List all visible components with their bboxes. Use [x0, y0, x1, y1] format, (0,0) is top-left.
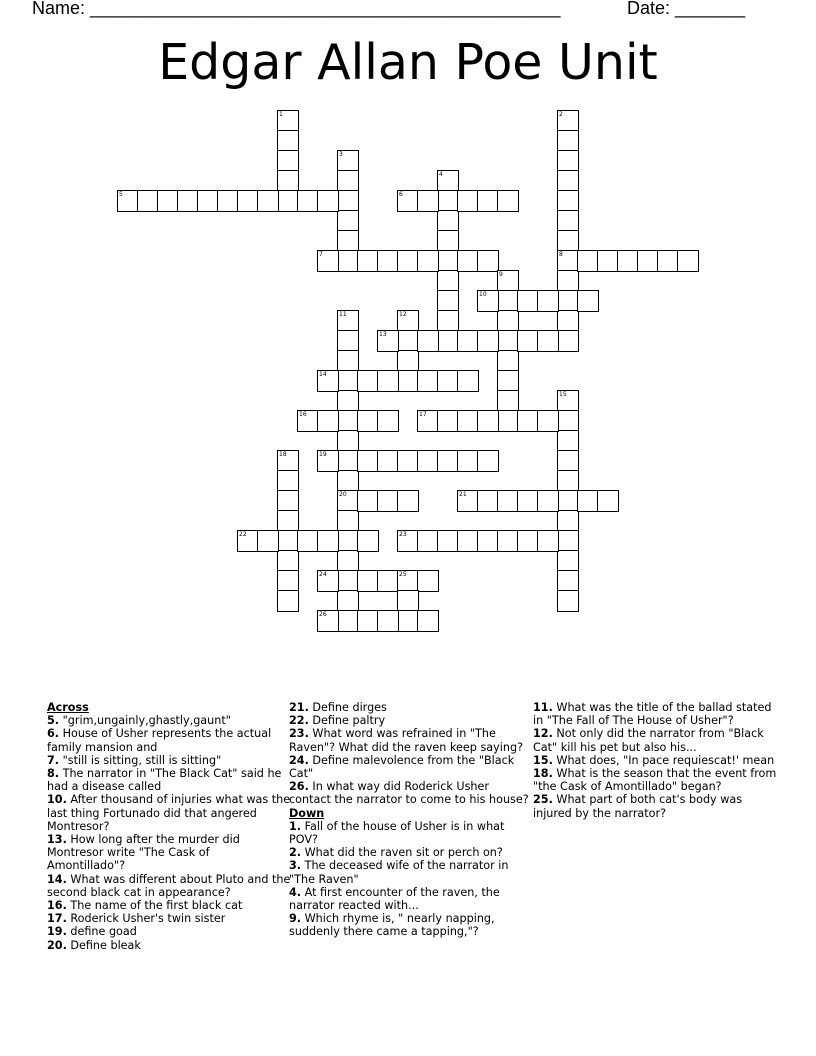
down-clue [533, 754, 777, 767]
grid-cell[interactable] [277, 150, 299, 172]
grid-cell[interactable] [437, 230, 459, 252]
grid-cell[interactable] [517, 290, 539, 312]
grid-cell[interactable] [317, 190, 339, 212]
grid-cell[interactable] [497, 370, 519, 392]
grid-cell[interactable] [417, 330, 439, 352]
grid-cell[interactable] [537, 290, 559, 312]
clue-text: At first encounter of the raven, the narrator reacted with... [289, 885, 500, 913]
grid-cell[interactable] [177, 190, 199, 212]
clue-number-label: 11 [339, 311, 347, 318]
grid-cell[interactable] [337, 390, 359, 412]
grid-cell[interactable] [417, 190, 439, 212]
grid-cell[interactable] [417, 450, 439, 472]
clue-number: 2. [289, 846, 302, 860]
grid-cell[interactable] [577, 290, 599, 312]
grid-cell[interactable] [417, 250, 439, 272]
grid-cell[interactable] [337, 150, 359, 172]
clue-text: House of Usher represents the actual family mansion and [47, 727, 272, 754]
grid-cell[interactable] [417, 530, 439, 552]
grid-cell[interactable] [257, 530, 279, 552]
clue-number-label: 1 [279, 111, 283, 118]
grid-cell[interactable] [557, 410, 579, 432]
grid-cell[interactable] [477, 450, 499, 472]
clue-number: 15. [533, 753, 553, 767]
grid-cell[interactable] [557, 250, 579, 272]
clue-number-label: 23 [399, 531, 407, 538]
grid-cell[interactable] [397, 190, 419, 212]
grid-cell[interactable] [277, 130, 299, 152]
grid-cell[interactable] [397, 350, 419, 372]
grid-cell[interactable] [477, 250, 499, 272]
clue-number: 20. [47, 938, 67, 952]
clue-number: 4. [289, 885, 302, 899]
clue-number-label: 17 [419, 411, 427, 418]
grid-cell[interactable] [557, 330, 579, 352]
across-clue [289, 714, 533, 727]
grid-cell[interactable] [357, 530, 379, 552]
date-field[interactable]: Date: _______ [627, 0, 746, 18]
clue-text: How long after the murder did Montresor write "The Cask of Amontillado"? [47, 833, 240, 873]
grid-cell[interactable] [657, 250, 679, 272]
grid-cell[interactable] [317, 410, 339, 432]
across-clue [47, 873, 291, 899]
across-clue [47, 833, 291, 873]
down-clue [533, 767, 777, 793]
grid-cell[interactable] [497, 290, 519, 312]
clue-number: 10. [47, 793, 67, 807]
clue-number: 6. [47, 727, 60, 741]
grid-cell[interactable] [377, 610, 399, 632]
clue-text: Fall of the house of Usher is in what POV? [289, 819, 505, 847]
clue-number: 1. [289, 819, 302, 833]
clue-text: Not only did the narrator from "Black Cat" kill his pet but also his... [533, 727, 764, 754]
grid-cell[interactable] [457, 490, 479, 512]
grid-cell[interactable] [637, 250, 659, 272]
grid-cell[interactable] [357, 570, 379, 592]
grid-cell[interactable] [277, 510, 299, 532]
grid-cell[interactable] [517, 490, 539, 512]
clue-number: 17. [47, 912, 67, 926]
grid-cell[interactable] [397, 530, 419, 552]
grid-cell[interactable] [357, 490, 379, 512]
clue-text: Roderick Usher's twin sister [70, 912, 226, 926]
grid-cell[interactable] [517, 330, 539, 352]
grid-cell[interactable] [537, 530, 559, 552]
across-heading: Across [47, 701, 89, 714]
grid-cell[interactable] [417, 610, 439, 632]
across-clue [47, 912, 291, 925]
grid-cell[interactable] [277, 470, 299, 492]
grid-cell[interactable] [297, 190, 319, 212]
clue-number: 5. [47, 714, 60, 728]
clue-text: Define bleak [70, 938, 141, 952]
across-clue [47, 727, 291, 753]
grid-cell[interactable] [597, 490, 619, 512]
grid-cell[interactable] [457, 250, 479, 272]
grid-cell[interactable] [577, 490, 599, 512]
grid-cell[interactable] [337, 510, 359, 532]
clue-number: 18. [533, 767, 553, 781]
grid-cell[interactable] [557, 210, 579, 232]
grid-cell[interactable] [337, 370, 359, 392]
grid-cell[interactable] [317, 250, 339, 272]
grid-cell[interactable] [397, 370, 419, 392]
grid-cell[interactable] [197, 190, 219, 212]
grid-cell[interactable] [497, 330, 519, 352]
across-clue [47, 767, 291, 793]
grid-cell[interactable] [557, 270, 579, 292]
grid-cell[interactable] [377, 450, 399, 472]
grid-cell[interactable] [257, 190, 279, 212]
clue-text: What is the season that the event from "the Cask of Amontillado" began? [533, 767, 777, 794]
grid-cell[interactable] [517, 410, 539, 432]
grid-cell[interactable] [497, 490, 519, 512]
grid-cell[interactable] [297, 410, 319, 432]
grid-cell[interactable] [317, 370, 339, 392]
clue-number: 16. [47, 899, 67, 913]
grid-cell[interactable] [337, 430, 359, 452]
grid-cell[interactable] [437, 270, 459, 292]
grid-cell[interactable] [497, 390, 519, 412]
clue-number-label: 12 [399, 311, 407, 318]
grid-cell[interactable] [517, 530, 539, 552]
grid-cell[interactable] [397, 310, 419, 332]
grid-cell[interactable] [557, 590, 579, 612]
grid-cell[interactable] [337, 530, 359, 552]
clues-column-3 [533, 701, 777, 820]
clue-text: Define paltry [312, 714, 386, 728]
clue-text: Which rhyme is, " nearly napping, suddenly there came a tapping,"? [289, 912, 495, 939]
clue-text: What was the title of the ballad stated in "The Fall of The House of Usher"? [533, 701, 772, 728]
grid-cell[interactable] [357, 250, 379, 272]
clue-number-label: 18 [279, 451, 287, 458]
clue-number: 8. [47, 767, 60, 781]
grid-cell[interactable] [377, 330, 399, 352]
grid-cell[interactable] [337, 490, 359, 512]
grid-cell[interactable] [417, 570, 439, 592]
grid-cell[interactable] [277, 550, 299, 572]
across-clue [289, 701, 533, 714]
grid-cell[interactable] [337, 310, 359, 332]
clue-text: In what way did Roderick Usher contact the narrator to come to his house? [289, 780, 529, 807]
name-field[interactable]: Name: _______________________________________________ [32, 0, 561, 18]
grid-cell[interactable] [417, 370, 439, 392]
clue-text: The deceased wife of the narrator in "The Raven" [289, 859, 509, 886]
clue-number-label: 7 [319, 251, 323, 258]
grid-cell[interactable] [377, 250, 399, 272]
clue-text: Define malevolence from the "Black Cat" [289, 753, 515, 781]
grid-cell[interactable] [557, 130, 579, 152]
across-clue [47, 714, 291, 727]
grid-cell[interactable] [677, 250, 699, 272]
grid-cell[interactable] [537, 490, 559, 512]
clue-number: 19. [47, 925, 67, 939]
clue-number-label: 13 [379, 331, 387, 338]
grid-cell[interactable] [377, 410, 399, 432]
clue-number: 25. [533, 793, 553, 807]
grid-cell[interactable] [557, 190, 579, 212]
clues-column-2 [289, 701, 533, 939]
grid-cell[interactable] [337, 470, 359, 492]
grid-cell[interactable] [557, 470, 579, 492]
grid-cell[interactable] [357, 410, 379, 432]
grid-cell[interactable] [437, 370, 459, 392]
grid-cell[interactable] [337, 250, 359, 272]
clue-number: 26. [289, 780, 309, 794]
grid-cell[interactable] [277, 170, 299, 192]
grid-cell[interactable] [557, 430, 579, 452]
grid-cell[interactable] [337, 550, 359, 572]
clue-number: 24. [289, 753, 309, 767]
clue-text: What did the raven sit or perch on? [304, 846, 503, 860]
clue-number: 9. [289, 912, 302, 926]
clue-text: After thousand of injuries what was the last thing Fortunado did that angered Montresor? [47, 793, 291, 833]
clue-text: "still is sitting, still is sitting" [62, 753, 222, 767]
grid-cell[interactable] [237, 190, 259, 212]
clue-text: What word was refrained in "The Raven"? What did the raven keep saying? [289, 727, 524, 754]
grid-cell[interactable] [217, 190, 239, 212]
grid-cell[interactable] [557, 450, 579, 472]
grid-cell[interactable] [317, 450, 339, 472]
across-clue [289, 754, 533, 780]
clue-text: Define dirges [312, 701, 387, 714]
grid-cell[interactable] [337, 610, 359, 632]
grid-cell[interactable] [557, 550, 579, 572]
grid-cell[interactable] [397, 250, 419, 272]
grid-cell[interactable] [277, 450, 299, 472]
clue-text: The name of the first black cat [70, 899, 243, 913]
clue-number-label: 14 [319, 371, 327, 378]
grid-cell[interactable] [337, 330, 359, 352]
clue-number-label: 8 [559, 251, 563, 258]
grid-cell[interactable] [357, 610, 379, 632]
grid-cell[interactable] [537, 410, 559, 432]
clue-number-label: 25 [399, 571, 407, 578]
down-heading: Down [289, 806, 325, 820]
down-clue [289, 886, 533, 912]
clue-number-label: 4 [439, 171, 443, 178]
grid-cell[interactable] [437, 450, 459, 472]
grid-cell[interactable] [337, 350, 359, 372]
clue-number: 13. [47, 833, 67, 847]
grid-cell[interactable] [137, 190, 159, 212]
clue-number-label: 6 [399, 191, 403, 198]
grid-cell[interactable] [277, 110, 299, 132]
grid-cell[interactable] [337, 590, 359, 612]
grid-cell[interactable] [277, 570, 299, 592]
grid-cell[interactable] [477, 190, 499, 212]
grid-cell[interactable] [497, 350, 519, 372]
grid-cell[interactable] [337, 450, 359, 472]
grid-cell[interactable] [237, 530, 259, 552]
grid-cell[interactable] [437, 530, 459, 552]
grid-cell[interactable] [117, 190, 139, 212]
grid-cell[interactable] [437, 210, 459, 232]
grid-cell[interactable] [337, 210, 359, 232]
clue-number-label: 10 [479, 291, 487, 298]
across-clue [47, 899, 291, 912]
clue-number: 14. [47, 872, 67, 886]
grid-cell[interactable] [317, 610, 339, 632]
grid-cell[interactable] [377, 570, 399, 592]
clue-number-label: 2 [559, 111, 563, 118]
down-clue [289, 820, 533, 846]
clue-number: 21. [289, 701, 309, 714]
clue-number-label: 3 [339, 151, 343, 158]
grid-cell[interactable] [317, 570, 339, 592]
grid-cell[interactable] [557, 110, 579, 132]
clue-text: define goad [70, 925, 137, 939]
grid-cell[interactable] [437, 170, 459, 192]
clue-number-label: 22 [239, 531, 247, 538]
grid-cell[interactable] [277, 190, 299, 212]
grid-cell[interactable] [437, 310, 459, 332]
down-clue [289, 859, 533, 885]
grid-cell[interactable] [317, 530, 339, 552]
grid-cell[interactable] [557, 510, 579, 532]
clue-number-label: 5 [119, 191, 123, 198]
grid-cell[interactable] [337, 570, 359, 592]
grid-cell[interactable] [357, 450, 379, 472]
grid-cell[interactable] [337, 230, 359, 252]
clue-text: What does, "In pace requiescat!' mean [556, 753, 775, 767]
grid-cell[interactable] [457, 410, 479, 432]
clue-number-label: 16 [299, 411, 307, 418]
clue-number-label: 15 [559, 391, 567, 398]
clue-number-label: 19 [319, 451, 327, 458]
grid-cell[interactable] [277, 490, 299, 512]
grid-cell[interactable] [557, 530, 579, 552]
across-clue [47, 754, 291, 767]
across-clue [47, 939, 291, 952]
grid-cell[interactable] [497, 310, 519, 332]
grid-cell[interactable] [437, 290, 459, 312]
grid-cell[interactable] [277, 590, 299, 612]
clue-number: 11. [533, 701, 553, 714]
grid-cell[interactable] [337, 410, 359, 432]
grid-cell[interactable] [277, 530, 299, 552]
clue-number: 22. [289, 714, 309, 728]
grid-cell[interactable] [557, 290, 579, 312]
grid-cell[interactable] [557, 390, 579, 412]
grid-cell[interactable] [437, 190, 459, 212]
clue-number-label: 26 [319, 611, 327, 618]
grid-cell[interactable] [457, 190, 479, 212]
clue-text: What part of both cat's body was injured by the narrator? [533, 793, 743, 820]
clue-number-label: 24 [319, 571, 327, 578]
grid-cell[interactable] [497, 410, 519, 432]
clue-number: 7. [47, 753, 60, 767]
clue-number-label: 20 [339, 491, 347, 498]
grid-cell[interactable] [497, 190, 519, 212]
grid-cell[interactable] [457, 330, 479, 352]
grid-cell[interactable] [557, 170, 579, 192]
grid-cell[interactable] [477, 530, 499, 552]
grid-cell[interactable] [457, 530, 479, 552]
across-clue [47, 925, 291, 938]
grid-cell[interactable] [377, 370, 399, 392]
grid-cell[interactable] [337, 190, 359, 212]
grid-cell[interactable] [477, 290, 499, 312]
grid-cell[interactable] [577, 250, 599, 272]
grid-cell[interactable] [437, 330, 459, 352]
grid-cell[interactable] [397, 330, 419, 352]
grid-cell[interactable] [397, 590, 419, 612]
grid-cell[interactable] [357, 370, 379, 392]
grid-cell[interactable] [537, 330, 559, 352]
grid-cell[interactable] [457, 450, 479, 472]
clues-column-1 [47, 701, 291, 952]
grid-cell[interactable] [157, 190, 179, 212]
clue-number: 3. [289, 859, 302, 873]
clue-number-label: 21 [459, 491, 467, 498]
clue-text: "grim,ungainly,ghastly,gaunt" [62, 714, 231, 728]
grid-cell[interactable] [417, 410, 439, 432]
grid-cell[interactable] [477, 490, 499, 512]
down-clue [533, 701, 777, 727]
down-clue [533, 727, 777, 753]
grid-cell[interactable] [557, 310, 579, 332]
clue-number: 23. [289, 727, 309, 741]
grid-cell[interactable] [597, 250, 619, 272]
down-clue [533, 793, 777, 819]
grid-cell[interactable] [477, 330, 499, 352]
grid-cell[interactable] [437, 410, 459, 432]
across-clue [289, 727, 533, 753]
across-clue [47, 793, 291, 833]
grid-cell[interactable] [397, 450, 419, 472]
grid-cell[interactable] [557, 230, 579, 252]
grid-cell[interactable] [557, 490, 579, 512]
down-clue [289, 846, 533, 859]
across-clue [289, 780, 533, 806]
grid-cell[interactable] [557, 150, 579, 172]
clue-text: The narrator in "The Black Cat" said he had a disease called [47, 767, 282, 794]
grid-cell[interactable] [397, 610, 419, 632]
clue-number: 12. [533, 727, 553, 741]
grid-cell[interactable] [497, 530, 519, 552]
grid-cell[interactable] [397, 570, 419, 592]
down-clue [289, 912, 533, 938]
grid-cell[interactable] [617, 250, 639, 272]
grid-cell[interactable] [557, 570, 579, 592]
grid-cell[interactable] [477, 410, 499, 432]
clue-number-label: 9 [499, 271, 503, 278]
grid-cell[interactable] [397, 490, 419, 512]
grid-cell[interactable] [297, 530, 319, 552]
grid-cell[interactable] [337, 170, 359, 192]
grid-cell[interactable] [377, 490, 399, 512]
page-title: Edgar Allan Poe Unit [158, 34, 658, 91]
clue-text: What was different about Pluto and the second black cat in appearance? [47, 872, 291, 899]
grid-cell[interactable] [437, 250, 459, 272]
grid-cell[interactable] [497, 270, 519, 292]
grid-cell[interactable] [457, 370, 479, 392]
